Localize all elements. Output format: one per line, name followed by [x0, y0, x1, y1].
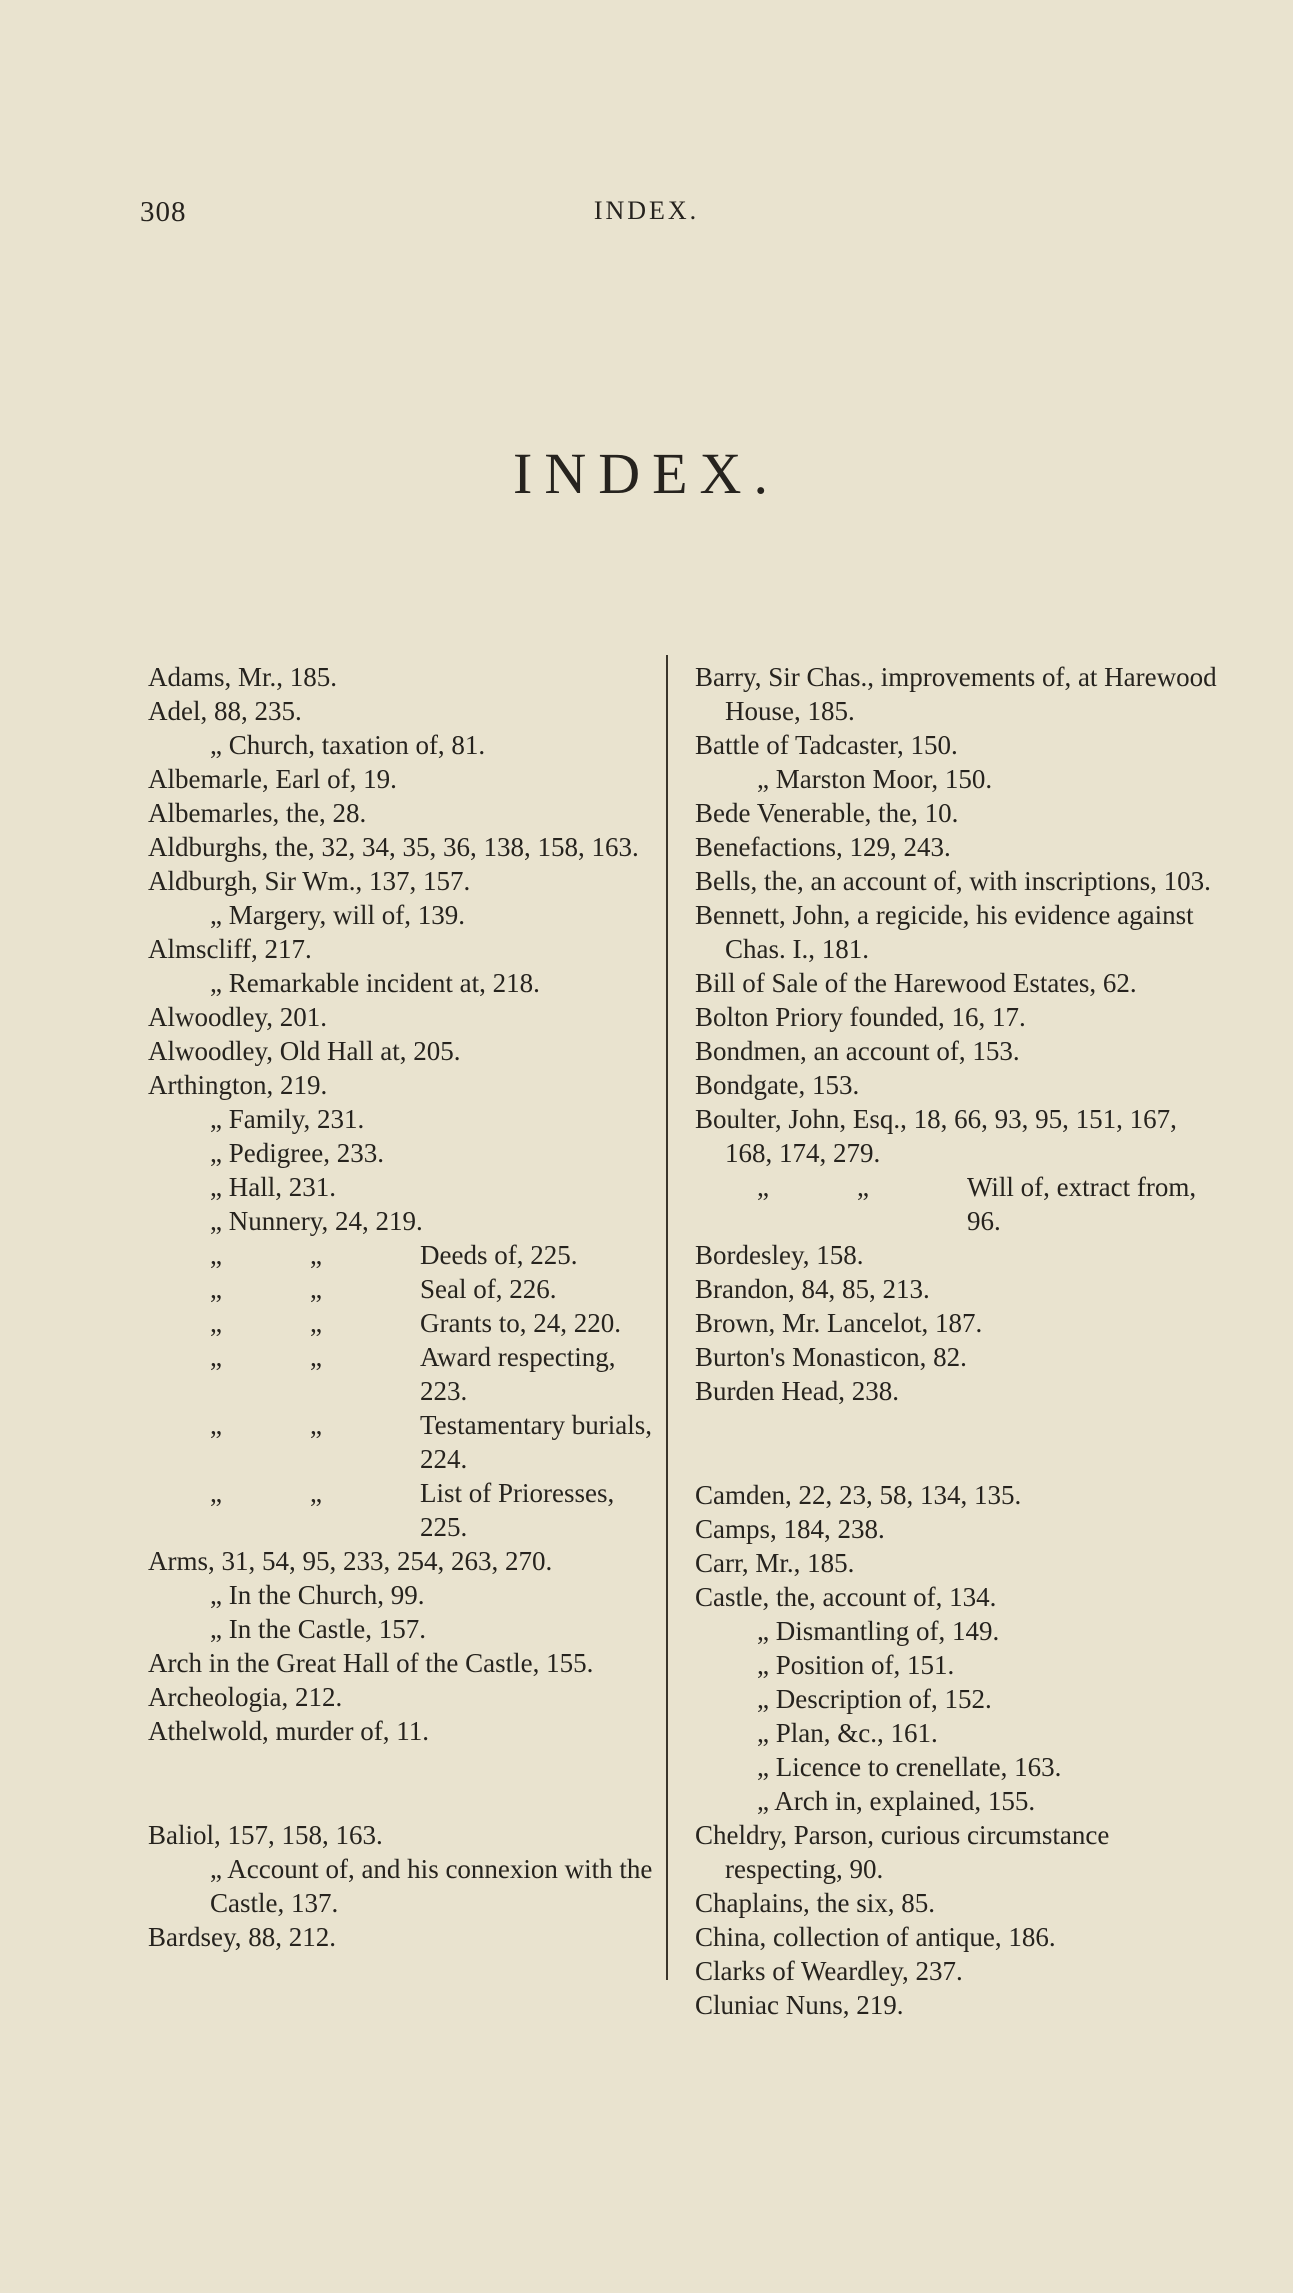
index-subentry-text: Grants to, 24, 220.: [420, 1308, 621, 1338]
index-entry: Burden Head, 238.: [695, 1376, 899, 1406]
index-entry: Bondgate, 153.: [695, 1070, 860, 1100]
index-subentry: „ In the Castle, 157.: [210, 1614, 426, 1644]
index-entry: Aldburghs, the, 32, 34, 35, 36, 138, 158, 163.: [148, 832, 639, 862]
index-subentry: [148, 1408, 658, 1476]
ditto-mark: „: [210, 1410, 222, 1440]
ditto-mark: „: [857, 1172, 869, 1202]
index-subentry-text: Seal of, 226.: [420, 1274, 557, 1304]
ditto-mark: „: [210, 1274, 222, 1304]
index-subentry: „ Pedigree, 233.: [210, 1138, 384, 1168]
index-entry: Almscliff, 217.: [148, 934, 312, 964]
ditto-mark: „: [210, 1240, 222, 1270]
section-gap: [148, 1748, 658, 1818]
index-subentry: „ In the Church, 99.: [210, 1580, 425, 1610]
index-column-left: [148, 660, 658, 1954]
index-subentry: „ Remarkable incident at, 218.: [210, 968, 540, 998]
index-entry: Burton's Monasticon, 82.: [695, 1342, 967, 1372]
index-entry: Battle of Tadcaster, 150.: [695, 730, 958, 760]
index-entry: Clarks of Weardley, 237.: [695, 1956, 963, 1986]
index-entry: China, collection of antique, 186.: [695, 1922, 1056, 1952]
index-subentry-text: Testamentary burials, 224.: [420, 1410, 653, 1474]
index-entry: Cluniac Nuns, 219.: [695, 1990, 904, 2020]
index-subentry: „ Description of, 152.: [757, 1684, 992, 1714]
index-entry: Benefactions, 129, 243.: [695, 832, 951, 862]
index-subentry: „ Hall, 231.: [210, 1172, 336, 1202]
ditto-mark: „: [310, 1274, 322, 1304]
index-entry: Brown, Mr. Lancelot, 187.: [695, 1308, 983, 1338]
index-entry: Bondmen, an account of, 153.: [695, 1036, 1020, 1066]
index-subentry: [148, 1238, 658, 1272]
index-entry: Bill of Sale of the Harewood Estates, 62.: [695, 968, 1137, 998]
index-entry: Albemarles, the, 28.: [148, 798, 367, 828]
index-entry: Arms, 31, 54, 95, 233, 254, 263, 270.: [148, 1546, 553, 1576]
section-gap: [695, 1408, 1225, 1478]
index-subentry: „ Plan, &c., 161.: [757, 1718, 938, 1748]
index-subentry: „ Nunnery, 24, 219.: [210, 1206, 423, 1236]
index-entry: Bardsey, 88, 212.: [148, 1922, 336, 1952]
index-entry: Cheldry, Parson, curious circumstance respecting, 90.: [695, 1820, 1110, 1884]
index-entry: Bolton Priory founded, 16, 17.: [695, 1002, 1026, 1032]
ditto-mark: „: [310, 1410, 322, 1440]
index-entry: Aldburgh, Sir Wm., 137, 157.: [148, 866, 471, 896]
page-number: 308: [140, 196, 187, 228]
index-subentry: „ Licence to crenellate, 163.: [757, 1752, 1062, 1782]
running-title: INDEX.: [593, 196, 700, 225]
index-entry: Boulter, John, Esq., 18, 66, 93, 95, 151, 167, 168, 174, 279.: [695, 1104, 1177, 1168]
ditto-mark: „: [310, 1308, 322, 1338]
index-entry: Castle, the, account of, 134.: [695, 1582, 997, 1612]
index-subentry-text: Will of, extract from, 96.: [967, 1172, 1197, 1236]
index-entry: Bennett, John, a regicide, his evidence against Chas. I., 181.: [695, 900, 1194, 964]
index-subentry: „ Church, taxation of, 81.: [210, 730, 486, 760]
index-entry: Carr, Mr., 185.: [695, 1548, 855, 1578]
index-subentry: [148, 1306, 658, 1340]
index-entry: Adams, Mr., 185.: [148, 662, 337, 692]
index-subentry: [148, 1272, 658, 1306]
index-entry: Camps, 184, 238.: [695, 1514, 885, 1544]
ditto-mark: „: [310, 1478, 322, 1508]
index-subentry: [695, 1170, 1225, 1238]
ditto-mark: „: [210, 1308, 222, 1338]
index-entry: Arch in the Great Hall of the Castle, 155.: [148, 1648, 594, 1678]
index-subentry: „ Account of, and his connexion with the Castle, 137.: [210, 1854, 653, 1918]
index-entry: Albemarle, Earl of, 19.: [148, 764, 397, 794]
index-entry: Chaplains, the six, 85.: [695, 1888, 935, 1918]
index-subentry: [148, 1476, 658, 1544]
index-subentry: „ Position of, 151.: [757, 1650, 955, 1680]
ditto-mark: „: [210, 1478, 222, 1508]
index-subentry: „ Dismantling of, 149.: [757, 1616, 1000, 1646]
index-entry: Camden, 22, 23, 58, 134, 135.: [695, 1480, 1022, 1510]
index-entry: Bordesley, 158.: [695, 1240, 864, 1270]
index-subentry: „ Family, 231.: [210, 1104, 365, 1134]
index-entry: Arthington, 219.: [148, 1070, 328, 1100]
index-entry: Brandon, 84, 85, 213.: [695, 1274, 930, 1304]
ditto-mark: „: [210, 1342, 222, 1372]
index-entry: Barry, Sir Chas., improvements of, at Harewood House, 185.: [695, 662, 1217, 726]
index-entry: Archeologia, 212.: [148, 1682, 343, 1712]
index-subentry: [148, 1340, 658, 1408]
index-subentry: „ Marston Moor, 150.: [757, 764, 993, 794]
index-entry: Bede Venerable, the, 10.: [695, 798, 959, 828]
index-entry: Alwoodley, 201.: [148, 1002, 327, 1032]
index-column-right: [695, 660, 1225, 2022]
index-subentry-text: List of Prioresses, 225.: [420, 1478, 615, 1542]
index-title: INDEX.: [513, 441, 780, 506]
column-divider: [666, 655, 668, 1980]
index-entry: Alwoodley, Old Hall at, 205.: [148, 1036, 461, 1066]
index-entry: Bells, the, an account of, with inscriptions, 103.: [695, 866, 1211, 896]
index-entry: Baliol, 157, 158, 163.: [148, 1820, 383, 1850]
index-entry: Athelwold, murder of, 11.: [148, 1716, 429, 1746]
index-subentry: „ Margery, will of, 139.: [210, 900, 465, 930]
index-entry: Adel, 88, 235.: [148, 696, 302, 726]
ditto-mark: „: [310, 1240, 322, 1270]
ditto-mark: „: [310, 1342, 322, 1372]
index-subentry: „ Arch in, explained, 155.: [757, 1786, 1036, 1816]
running-head: [0, 196, 1293, 230]
index-subentry-text: Award respecting, 223.: [420, 1342, 616, 1406]
ditto-mark: „: [757, 1172, 769, 1202]
index-subentry-text: Deeds of, 225.: [420, 1240, 578, 1270]
